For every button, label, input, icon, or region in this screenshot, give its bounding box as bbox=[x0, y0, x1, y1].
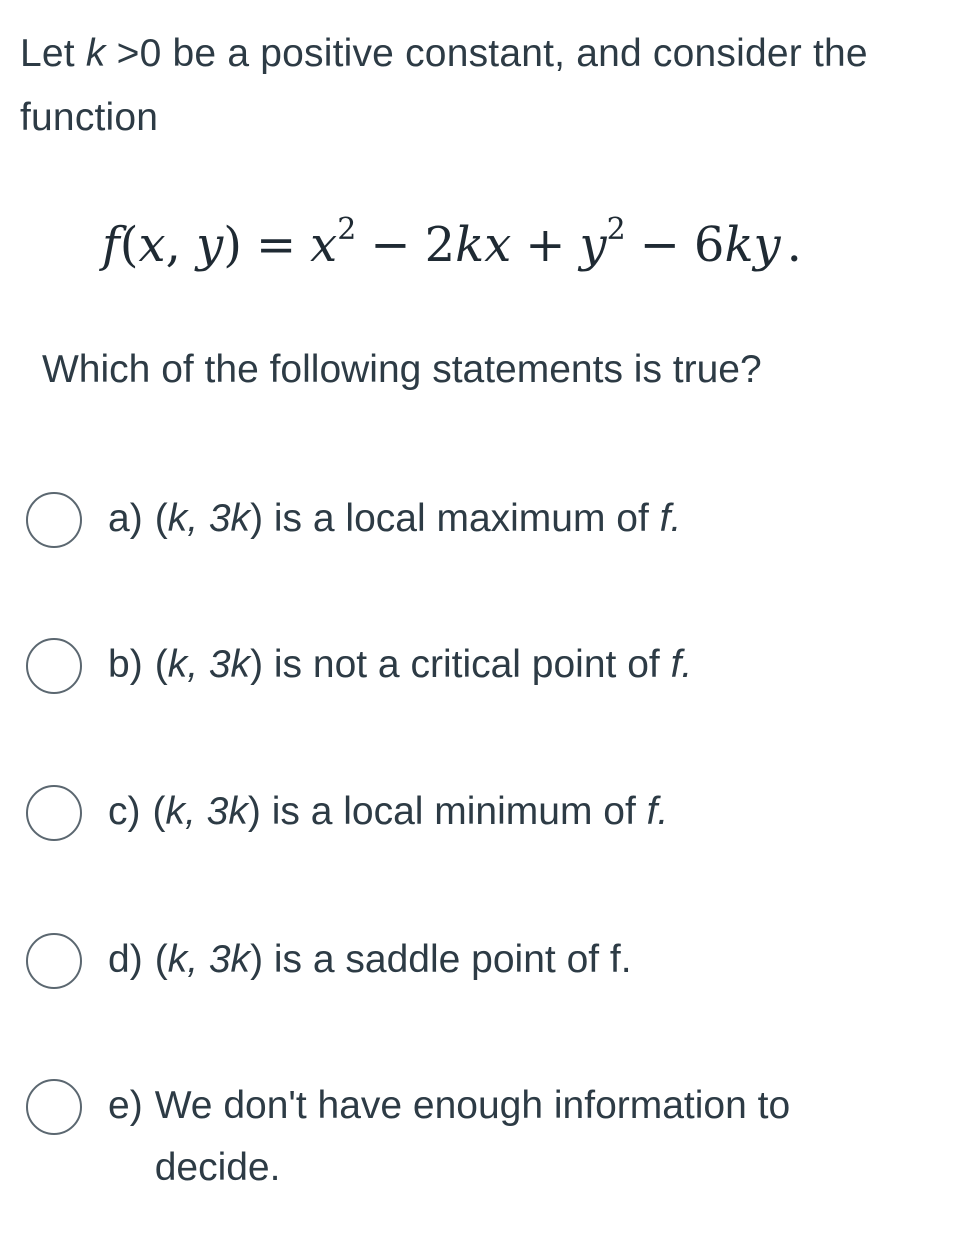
intro-variable-k: k bbox=[85, 32, 106, 75]
option-letter: b) bbox=[108, 643, 143, 686]
answer-option-a[interactable] bbox=[26, 488, 946, 550]
intro-text-1: Let bbox=[20, 32, 86, 75]
formula-coef-2: 2 bbox=[424, 217, 456, 273]
formula-f: f bbox=[102, 217, 120, 273]
formula-close-paren: ) bbox=[223, 217, 242, 273]
radio-button-c[interactable] bbox=[26, 785, 82, 841]
option-text-d bbox=[108, 929, 632, 991]
option-letter: a) bbox=[108, 497, 143, 540]
option-body bbox=[155, 929, 632, 991]
option-statement: ) is a saddle point of f. bbox=[250, 938, 632, 981]
formula-period: . bbox=[786, 217, 802, 273]
formula-y: y bbox=[196, 217, 224, 273]
option-pre: ( bbox=[154, 643, 168, 686]
option-statement: ) is not a critical point of bbox=[250, 643, 671, 686]
option-body bbox=[155, 1075, 875, 1199]
option-point: k, 3k bbox=[167, 938, 251, 981]
option-point: k, 3k bbox=[165, 790, 248, 833]
radio-button-e[interactable] bbox=[26, 1079, 82, 1135]
option-pre: ( bbox=[154, 938, 168, 981]
formula-equals: = bbox=[255, 217, 297, 273]
option-text-c bbox=[108, 781, 668, 843]
answer-option-e[interactable] bbox=[26, 1075, 946, 1199]
formula-kx: kx bbox=[455, 217, 512, 273]
formula-x: x bbox=[138, 217, 166, 273]
formula-x-squared-base: x bbox=[310, 217, 338, 273]
formula-plus: + bbox=[525, 217, 566, 273]
option-statement: ) is a local minimum of bbox=[247, 790, 647, 833]
option-point: k, 3k bbox=[167, 497, 251, 540]
intro-text-2: >0 be a positive constant, and consider the function bbox=[20, 32, 868, 139]
option-function-f: f. bbox=[659, 497, 682, 540]
formula-minus-2: − bbox=[639, 217, 680, 273]
question-prompt: Which of the following statements is true? bbox=[42, 348, 762, 391]
answer-option-c[interactable] bbox=[26, 781, 946, 843]
formula-exponent-2: 2 bbox=[606, 212, 626, 247]
option-statement: We don't have enough information to decide. bbox=[154, 1084, 791, 1189]
formula-comma: , bbox=[165, 217, 197, 273]
radio-button-d[interactable] bbox=[26, 933, 82, 989]
option-letter: d) bbox=[108, 938, 143, 981]
option-pre: ( bbox=[152, 790, 166, 833]
option-pre: ( bbox=[154, 497, 168, 540]
option-text-e bbox=[108, 1075, 875, 1199]
option-text-a bbox=[108, 488, 681, 550]
option-function-f: f. bbox=[670, 643, 693, 686]
option-function-f: f. bbox=[646, 790, 669, 833]
formula-coef-6: 6 bbox=[693, 217, 725, 273]
option-body bbox=[153, 781, 669, 843]
option-body bbox=[155, 634, 693, 696]
formula-minus-1: − bbox=[370, 217, 411, 273]
answer-option-b[interactable] bbox=[26, 634, 946, 696]
formula-ky: ky bbox=[724, 217, 781, 273]
radio-button-a[interactable] bbox=[26, 492, 82, 548]
radio-button-b[interactable] bbox=[26, 638, 82, 694]
option-body bbox=[155, 488, 682, 550]
formula-exponent-1: 2 bbox=[337, 212, 357, 247]
answer-option-d[interactable] bbox=[26, 929, 946, 991]
formula-open-paren: ( bbox=[119, 217, 139, 273]
option-letter: e) bbox=[108, 1084, 143, 1127]
formula-y-squared-base: y bbox=[579, 217, 607, 273]
option-text-b bbox=[108, 634, 692, 696]
option-letter: c) bbox=[108, 790, 141, 833]
option-statement: ) is a local maximum of bbox=[250, 497, 660, 540]
option-point: k, 3k bbox=[167, 643, 251, 686]
